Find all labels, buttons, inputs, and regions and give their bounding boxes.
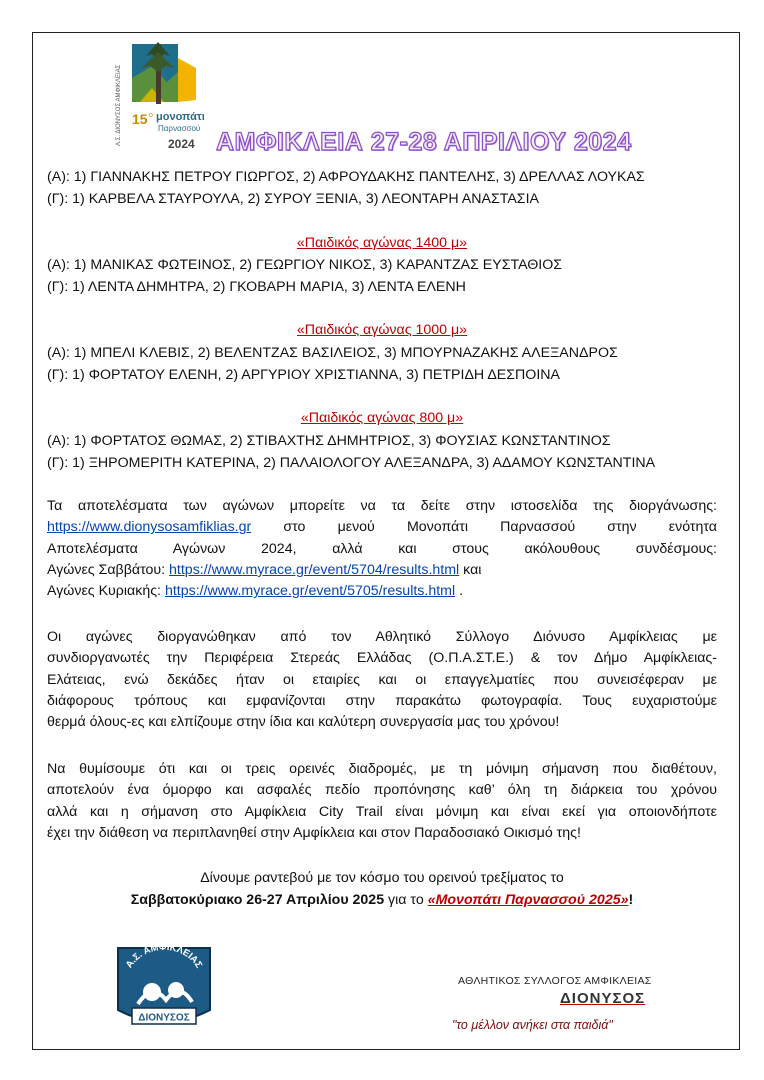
logo-name-2: Παρνασσού	[158, 124, 201, 133]
result-line: (Γ): 1) ΦΟΡΤΑΤΟΥ ΕΛΕΝΗ, 2) ΑΡΓΥΡΙΟΥ ΧΡΙΣΤΙΑΝΝΑ, 3) ΠΕΤΡΙΔΗ ΔΕΣΠΟΙΝΑ	[47, 367, 560, 383]
logo-arc-text: Α.Σ. ΑΜΦΙΚΛΕΙΑΣ	[123, 942, 205, 971]
result-line: (Α): 1) ΜΠΕΛΙ ΚΛΕΒΙΣ, 2) ΒΕΛΕΝΤΖΑΣ ΒΑΣΙΛΕΙΟΣ, 3) ΜΠΟΥΡΝΑΖΑΚΗΣ ΑΛΕΞΑΝΔΡΟΣ	[47, 345, 618, 361]
results-line-1: Τα αποτελέσματα των αγώνων μπορείτε να τα δείτε στην ιστοσελίδα της διοργάνωσης:	[47, 498, 717, 514]
section-heading: «Παιδικός αγώνας 800 μ»	[300, 410, 464, 426]
result-line: (Α): 1) ΦΟΡΤΑΤΟΣ ΘΩΜΑΣ, 2) ΣΤΙΒΑΧΤΗΣ ΔΗΜΗΤΡΙΟΣ, 3) ΦΟΥΣΙΑΣ ΚΩΝΣΤΑΝΤΙΝΟΣ	[47, 433, 611, 449]
club-name: ΔΙΟΝΥΣΟΣ	[560, 990, 646, 1007]
club-motto: "το μέλλον ανήκει στα παιδιά"	[452, 1018, 613, 1032]
closing-line-1: Δίνουμε ραντεβού με τον κόσμο του ορεινού τρεξίματος το	[200, 870, 564, 886]
paragraph-line: Να θυμίσουμε ότι και οι τρεις ορεινές διαδρομές, με τη μόνιμη σήμανση που διαθέτουν,	[47, 761, 717, 777]
section-heading: «Παιδικός αγώνας 1000 μ»	[296, 322, 468, 338]
club-name-line: ΑΘΛΗΤΙΚΟΣ ΣΥΛΛΟΓΟΣ ΑΜΦΙΚΛΕΙΑΣ	[458, 975, 652, 987]
club-logo	[114, 942, 214, 1034]
section-heading: «Παιδικός αγώνας 1400 μ»	[296, 235, 468, 251]
sunday-line: Αγώνες Κυριακής: https://www.myrace.gr/event/5705/results.html .	[47, 583, 464, 600]
paragraph-line: θερμά όλους-ες και ελπίζουμε στην ίδια και καλύτερη συνεργασία μας του χρόνου!	[47, 714, 560, 731]
paragraph-line: αποτελούν ένα όμορφο και ασφαλές πεδίο προπόνησης καθ’ όλη τη διάρκεια του χρόνου	[47, 782, 717, 799]
results-paragraph	[47, 496, 717, 602]
logo-edition: 15	[132, 111, 148, 127]
logo-year: 2024	[168, 137, 195, 151]
logo-banner: ΔΙΟΝΥΣΟΣ	[138, 1012, 190, 1024]
results-line-2: https://www.dionysosamfiklias.gr στο μενού Μονοπάτι Παρνασσού στην ενότητα	[47, 519, 717, 536]
result-line: (Γ): 1) ΞΗΡΟΜΕΡΙΤΗ ΚΑΤΕΡΙΝΑ, 2) ΠΑΛΑΙΟΛΟΓΟΥ ΑΛΕΞΑΝΔΡΑ, 3) ΑΔΑΜΟΥ ΚΩΝΣΤΑΝΤΙΝΑ	[47, 455, 656, 471]
results-line-3: Αποτελέσματα Αγώνων 2024, αλλά και στους ακόλουθους συνδέσμους:	[47, 540, 717, 557]
closing-line-2: Σαββατοκύριακο 26-27 Απριλίου 2025 για το «Μονοπάτι Παρνασσού 2025»!	[130, 892, 634, 908]
page-title: ΑΜΦΙΚΛΕΙΑ 27-28 ΑΠΡΙΛΙΟΥ 2024	[216, 128, 632, 156]
site-link[interactable]: https://www.dionysosamfiklias.gr	[47, 519, 252, 536]
paragraph-line: συνδιοργανωτές την Περιφέρεια Στερεάς Ελλάδας (Ο.Π.Α.ΣΤ.Ε.) & τον Δήμο Αμφίκλειας-	[47, 650, 717, 667]
result-line: (Γ): 1) ΛΕΝΤΑ ΔΗΜΗΤΡΑ, 2) ΓΚΟΒΑΡΗ ΜΑΡΙΑ, 3) ΛΕΝΤΑ ΕΛΕΝΗ	[47, 279, 466, 295]
routes-paragraph	[47, 759, 717, 844]
paragraph-line: έχει την διάθεση να περιπλανηθεί στην Αμφίκλεια και στον Παραδοσιακό Οικισμό της!	[47, 824, 581, 841]
paragraph-line: διάφορους τρόπους και εμφανίζονται στην παρακάτω φωτογραφία. Τους ευχαριστούμε	[47, 692, 717, 709]
paragraph-line: Οι αγώνες διοργανώθηκαν από τον Αθλητικό Σύλλογο Διόνυσο Αμφίκλειας με	[47, 629, 717, 645]
organizers-paragraph	[47, 627, 717, 733]
event-logo	[112, 38, 212, 156]
logo-name-1: μονοπάτι	[156, 111, 205, 123]
result-line: (Α): 1) ΓΙΑΝΝΑΚΗΣ ΠΕΤΡΟΥ ΓΙΩΡΓΟΣ, 2) ΑΦΡΟΥΔΑΚΗΣ ΠΑΝΤΕΛΗΣ, 3) ΔΡΕΛΛΑΣ ΛΟΥΚΑΣ	[47, 169, 645, 185]
saturday-results-link[interactable]: https://www.myrace.gr/event/5704/results.html	[169, 561, 460, 578]
result-line: (Α): 1) ΜΑΝΙΚΑΣ ΦΩΤΕΙΝΟΣ, 2) ΓΕΩΡΓΙΟΥ ΝΙΚΟΣ, 3) ΚΑΡΑΝΤΖΑΣ ΕΥΣΤΑΘΙΟΣ	[47, 257, 563, 273]
saturday-line: Αγώνες Σαββάτου: https://www.myrace.gr/event/5704/results.html και	[47, 561, 482, 578]
result-line: (Γ): 1) ΚΑΡΒΕΛΑ ΣΤΑΥΡΟΥΛΑ, 2) ΣΥΡΟΥ ΞΕΝΙΑ, 3) ΛΕΟΝΤΑΡΗ ΑΝΑΣΤΑΣΙΑ	[47, 191, 539, 207]
paragraph-line: αλλά και η σήμανση στο Αμφίκλεια City Trail είναι μόνιμη και είναι εκεί για οποιονδήποτε	[47, 803, 717, 820]
paragraph-line: Ελάτειας, ενώ δεκάδες ήταν οι εταιρίες και οι επαγγελματίες που συνεισέφεραν με	[47, 671, 717, 688]
logo-org-vertical: Α.Σ. ΔΙΟΝΥΣΟΣ ΑΜΦΙΚΛΕΙΑΣ	[116, 64, 122, 146]
sunday-results-link[interactable]: https://www.myrace.gr/event/5705/results.html	[164, 583, 456, 600]
logo-edition-suffix: ο	[149, 112, 153, 119]
